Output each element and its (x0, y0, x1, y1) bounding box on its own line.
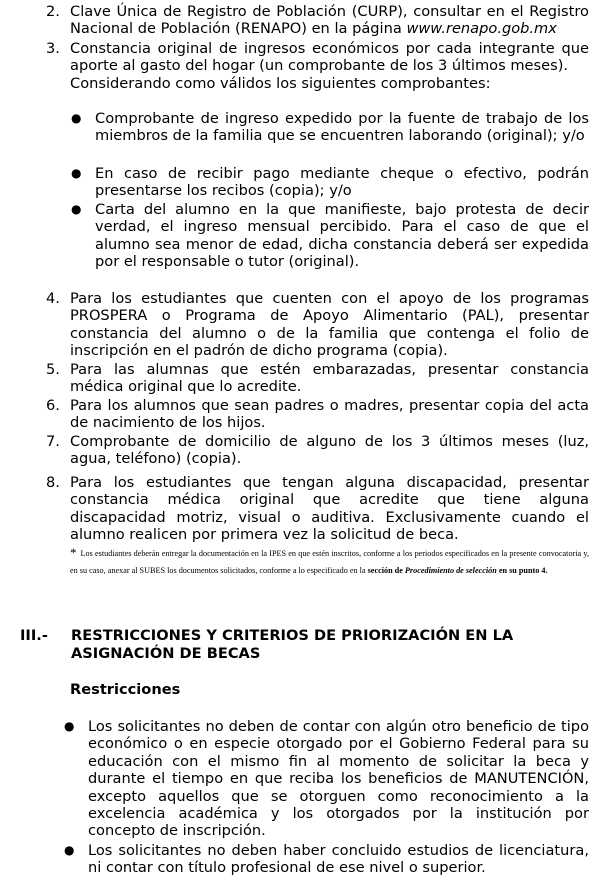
list-item: ● Comprobante de ingreso expedido por la fuente de trabajo de los miembros de la familia que se encuentren laborando (original); y/o (71, 110, 589, 145)
bullet-icon: ● (71, 111, 82, 125)
intro-text: Considerando como válidos los siguientes comprobantes: (70, 75, 491, 92)
requirement-item-6: 6. Para los alumnos que sean padres o madres, presentar copia del acta de nacimiento de los hijos. (46, 397, 589, 432)
subheading-restricciones: Restricciones (70, 681, 181, 698)
requirement-item-3 (46, 40, 589, 75)
footnote: * Los estudiantes deberán entregar la documentación en la IPES en que estén inscritos, conforme a los periodos especificados en la presente convocatoria y, en su caso, anexar al SUBES los documentos solicitados, conforme a lo especificado en la sección de Procedimiento de selección en su punto 4. (70, 545, 589, 575)
asterisk-icon: * (70, 545, 77, 560)
section-title-line-1: RESTRICCIONES Y CRITERIOS DE PRIORIZACIÓN EN LA (71, 627, 514, 644)
bullet-icon: ● (71, 166, 82, 180)
restriction-item: ● Los solicitantes no deben haber concluido estudios de licenciatura, ni contar con título profesional de ese nivel o superior. (64, 842, 589, 877)
requirement-item-5: 5. Para las alumnas que estén embarazadas, presentar constancia médica original que lo acredite. (46, 361, 589, 396)
item-number: 2. (46, 3, 60, 20)
bullet-icon: ● (71, 202, 82, 216)
item-number: 3. (46, 40, 60, 57)
bullet-icon: ● (64, 719, 75, 733)
renapo-link: www.renapo.gob.mx (406, 20, 557, 38)
list-item: ● Carta del alumno en la que manifieste, bajo protesta de decir verdad, el ingreso mensual percibido. Para el caso de que el alumno sea menor de edad, dicha constancia deberá ser expedida por el responsable o tutor (original). (71, 201, 589, 271)
requirement-item-8: 8. Para los estudiantes que tengan alguna discapacidad, presentar constancia médica original que acredite que tiene alguna discapacidad motriz, visual o auditiva. Exclusivamente cuando el alumno realicen por primera vez la solicitud de beca. (46, 474, 589, 544)
requirement-item-4: 4. Para los estudiantes que cuenten con el apoyo de los programas PROSPERA o Programa de Apoyo Alimentario (PAL), presentar constancia del alumno o de la familia que contenga el folio de inscripción en el padrón de dicho programa (copia). (46, 290, 589, 360)
section-number: III.- (20, 627, 48, 644)
requirement-item-2 (46, 3, 589, 38)
bullet-icon: ● (64, 843, 75, 857)
item-text: Constancia original de ingresos económicos por cada integrante que aporte al gasto del hogar (un comprobante de los 3 últimos meses). (70, 40, 589, 75)
list-item: ● En caso de recibir pago mediante cheque o efectivo, podrán presentarse los recibos (copia); y/o (71, 165, 589, 200)
requirement-item-7: 7. Comprobante de domicilio de alguno de los 3 últimos meses (luz, agua, teléfono) (copia). (46, 433, 589, 468)
section-title-line-2: ASIGNACIÓN DE BECAS (71, 645, 261, 662)
item-text: Clave Única de Registro de Población (CURP), consultar en el Registro Nacional de Población (RENAPO) en la página www.renapo.gob.mx (70, 3, 589, 38)
restriction-item: ● Los solicitantes no deben de contar con algún otro beneficio de tipo económico o en especie otorgado por el Gobierno Federal para su educación con el mismo fin al momento de solicitar la beca y durante el tiempo en que reciba los beneficios de MANUTENCIÓN, excepto aquellos que se otorguen como reconocimiento a la excelencia académica y los otorgados por la institución por concepto de inscripción. (64, 718, 589, 840)
